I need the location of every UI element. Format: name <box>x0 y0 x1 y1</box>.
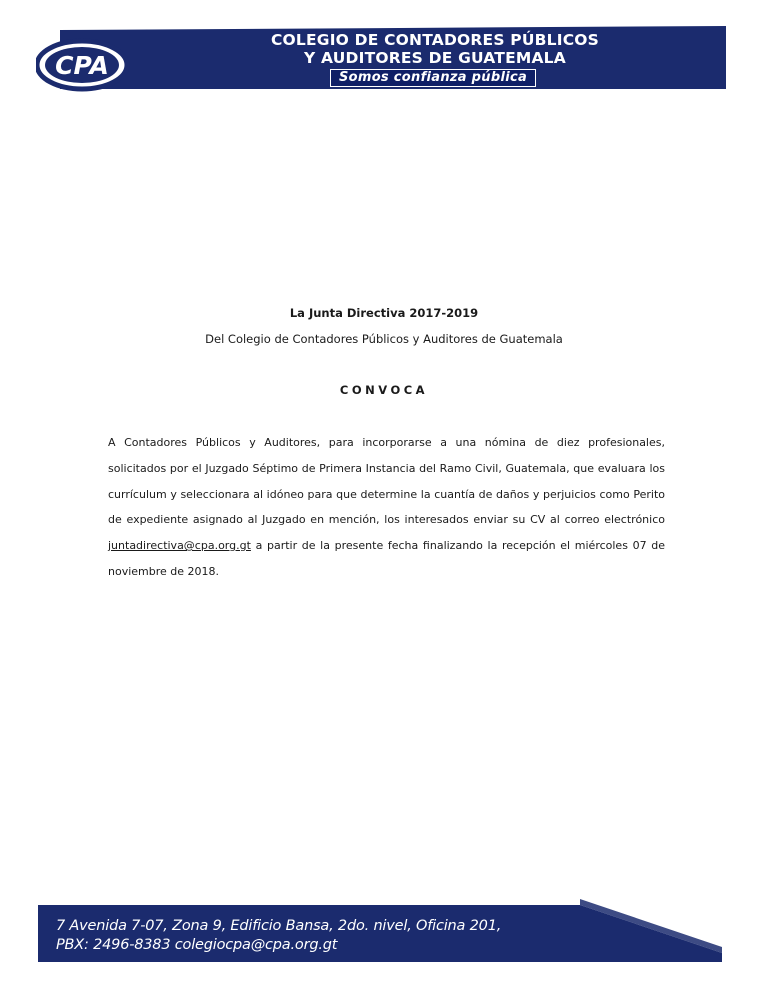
svg-text:CPA: CPA <box>55 51 109 80</box>
footer-contact: PBX: 2496-8383 colegiocpa@cpa.org.gt <box>56 937 338 953</box>
footer-address: 7 Avenida 7-07, Zona 9, Edificio Bansa, 2do. nivel, Oficina 201, <box>56 918 502 934</box>
paragraph-text-end: a partir de la presente fecha finalizando la recepción el miércoles 07 de noviembre de 2018. <box>108 539 665 578</box>
paragraph-text-start: A Contadores Públicos y Auditores, para incorporarse a una nómina de diez profesionales, solicitados por el Juzgado Séptimo de Primera Instancia del Ramo Civil, Guatemala, que evaluara los currículum y seleccionara al idóneo para que determine la cuantía de daños y perjuicios como Perito de expediente asignado al Juzgado en mención, los interesados enviar su CV al correo electrónico <box>108 436 665 527</box>
convoca-heading: CONVOCA <box>339 383 429 397</box>
header-title-line1: COLEGIO DE CONTADORES PÚBLICOS <box>270 31 600 49</box>
cpa-logo <box>36 30 136 92</box>
letterhead-header <box>0 0 768 100</box>
header-title-line2: Y AUDITORES DE GUATEMALA <box>304 49 566 67</box>
document-subheading: Del Colegio de Contadores Públicos y Auditores de Guatemala <box>205 332 563 346</box>
document-heading: La Junta Directiva 2017-2019 <box>289 306 479 320</box>
email-link[interactable]: juntadirectiva@cpa.org.gt <box>108 539 251 553</box>
header-slogan: Somos confianza pública <box>330 69 536 87</box>
announcement-paragraph <box>108 430 665 585</box>
